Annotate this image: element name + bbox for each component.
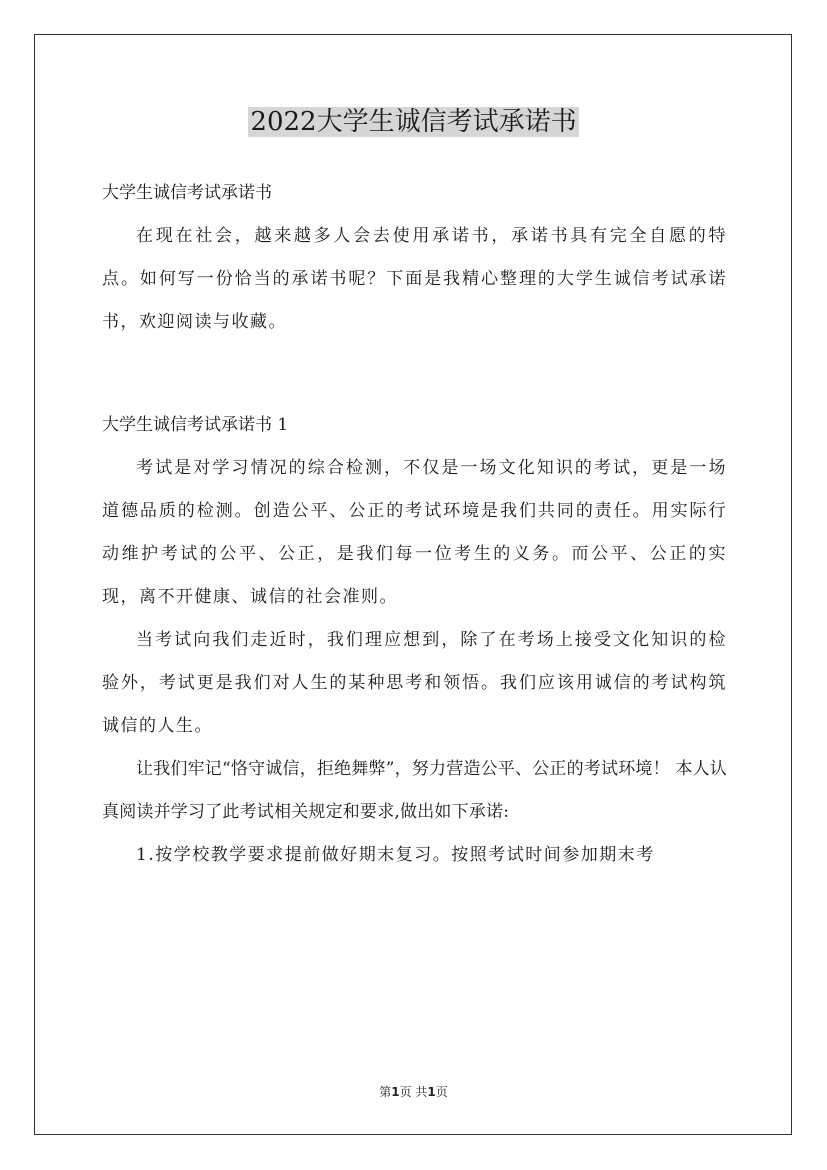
document-body [102,172,727,877]
footer-page-suffix: 页 共 [399,1085,428,1099]
body-paragraph-2: 当考试向我们走近时，我们理应想到，除了在考场上接受文化知识的检验外，考试更是我们对人生的某种思考和领悟。我们应该用诚信的考试构筑诚信的人生。 [102,630,727,736]
body-paragraph-3: 让我们牢记“恪守诚信，拒绝舞弊”，努力营造公平、公正的考试环境！ 本人认真阅读并学习了此考试相关规定和要求,做出如下承诺: [102,759,727,822]
document-title-text: 2022大学生诚信考试承诺书 [250,107,577,137]
footer-total-pages: 1 [427,1085,436,1099]
body-paragraph-1: 考试是对学习情况的综合检测，不仅是一场文化知识的考试，更是一场道德品质的检测。创造公平、公正的考试环境是我们共同的责任。用实际行动维护考试的公平、公正，是我们每一位考生的义务。而公平、公正的实现，离不开健康、诚信的社会准则。 [102,458,727,607]
footer-total-suffix: 页 [435,1085,448,1099]
page-footer [0,1083,827,1100]
body-paragraph-4: 1.按学校教学要求提前做好期末复习。按照考试时间参加期末考 [136,845,655,865]
footer-page-prefix: 第 [379,1085,392,1099]
document-subtitle: 大学生诚信考试承诺书 [102,183,272,203]
intro-paragraph: 在现在社会，越来越多人会去使用承诺书，承诺书具有完全自愿的特点。如何写一份恰当的承诺书呢？下面是我精心整理的大学生诚信考试承诺书，欢迎阅读与收藏。 [102,226,727,332]
document-title [0,102,827,142]
section-heading: 大学生诚信考试承诺书 1 [102,415,289,435]
footer-page-number: 1 [391,1085,400,1099]
